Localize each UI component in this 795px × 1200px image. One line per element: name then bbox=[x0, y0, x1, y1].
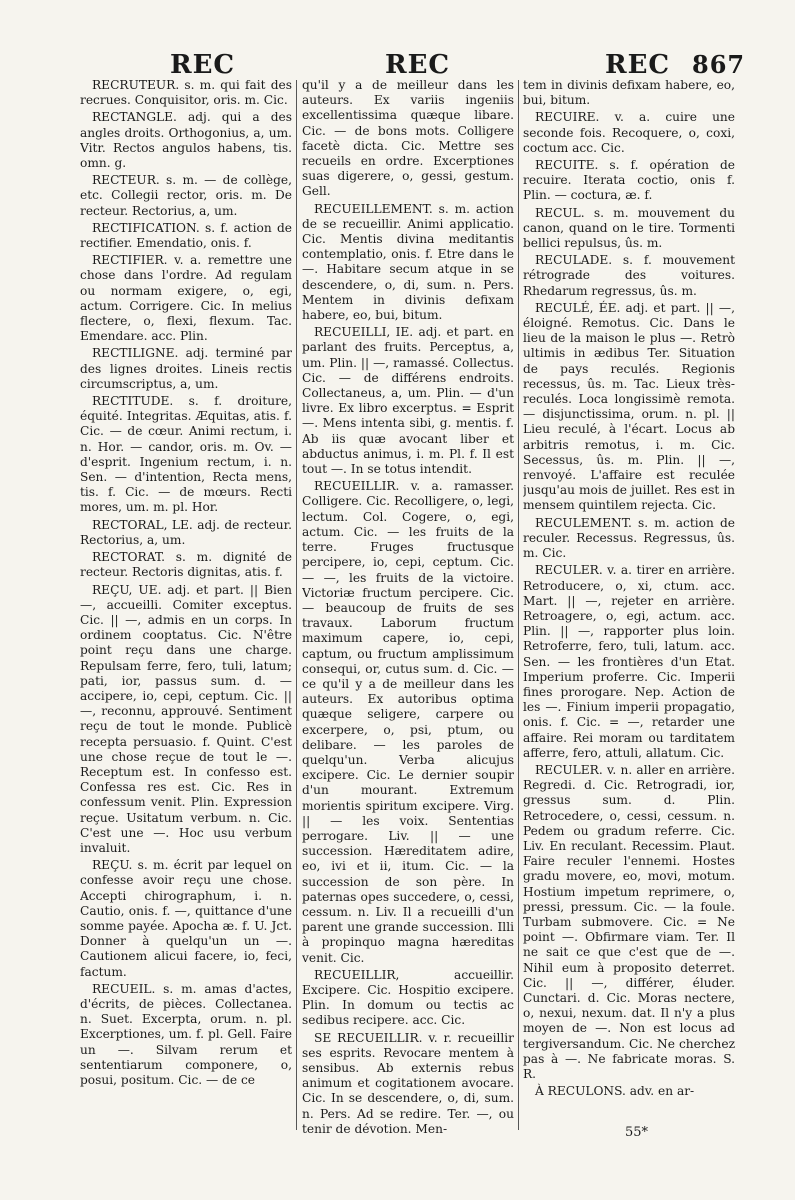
dictionary-entry: RECULER. v. a. tirer en arrière. Retroducere, o, xi, ctum. acc. Mart. || —, rejeter en arrière. Retroagere, o, egi, actum. acc. Plin. || —, rapporter plus loin. Retroferre, fero, tuli, latum. acc. Sen. — les frontières d'un Etat. Imperium proferre. Cic. Imperii fines prorogare. Nep. Action de les —. Finium imperii propagatio, onis. f. Cic. = —, retarder une affaire. Rei moram ou tarditatem afferre, fero, attuli, allatum. Cic. bbox=[523, 563, 735, 760]
dictionary-entry: REÇU. s. m. écrit par lequel on confesse avoir reçu une chose. Accepti chirographum, i. n. Cautio, onis. f. —, quittance d'une somme payée. Apocha æ. f. U. Jct. Donner à quelqu'un un —. Cautionem alicui facere, io, feci, factum. bbox=[80, 858, 292, 979]
dictionary-entry: RECTANGLE. adj. qui a des angles droits. Orthogonius, a, um. Vitr. Rectos angulos habens, tis. omn. g. bbox=[80, 110, 292, 171]
dictionary-entry: RECUEILLIR. v. a. ramasser. Colligere. Cic. Recolligere, o, legi, lectum. Col. Cogere, o, egi, actum. Cic. — les fruits de la terre. Fruges fructusque percipere, io, cepi, ceptum. Cic. — —, les fruits de la victoire. Victoriæ fructum percipere. Cic. — beaucoup de fruits de ses travaux. Laborum fructum maximum capere, io, cepi, captum, ou fructum amplissimum consequi, or, cutus sum. d. Cic. — ce qu'il y a de meilleur dans les auteurs. Ex autoribus optima quæque seligere, carpere ou excerpere, o, psi, ptum, ou delibare. — les paroles de quelqu'un. Verba alicujus excipere. Cic. Le dernier soupir d'un mourant. Extremum morientis spiritum excipere. Virg. || — les voix. Sententias perrogare. Liv. || — une succession. Hæreditatem adire, eo, ivi et ii, itum. Cic. — la succession de son père. In paternas opes succedere, o, cessi, cessum. n. Liv. Il a recueilli d'un parent une grande succession. Illi à propinquo magna hæreditas venit. Cic. bbox=[302, 479, 514, 965]
column-1 bbox=[80, 78, 292, 1140]
dictionary-entry: RECTIFIER. v. a. remettre une chose dans l'ordre. Ad regulam ou normam exigere, o, egi, actum. Corrigere. Cic. In melius flectere, o, flexi, flexum. Tac. Emendare. acc. Plin. bbox=[80, 253, 292, 344]
header-left: REC bbox=[170, 50, 236, 80]
dictionary-entry: qu'il y a de meilleur dans les auteurs. Ex variis ingeniis excellentissima quæque libare. Cic. — de bons mots. Colligere facetè dicta. Cic. Mettre ses recueils en ordre. Excerptiones suas digerere, o, gessi, gestum. Gell. bbox=[302, 78, 514, 199]
column-2 bbox=[302, 78, 514, 1140]
dictionary-entry: RECTILIGNE. adj. terminé par des lignes droites. Lineis rectis circumscriptus, a, um. bbox=[80, 346, 292, 391]
dictionary-entry: RECUEILLI, IE. adj. et part. en parlant des fruits. Perceptus, a, um. Plin. || —, ramassé. Collectus. Cic. — de différens endroits. Collectaneus, a, um. Plin. — d'un livre. Ex libro excerptus. = Esprit —. Mens intenta sibi, g. mentis. f. Ab iis quæ avocant liber et abductus animus, i. m. Pl. f. Il est tout —. In se totus intendit. bbox=[302, 325, 514, 477]
dictionary-entry: RECUEILLEMENT. s. m. action de se recueillir. Animi applicatio. Cic. Mentis divina meditantis contemplatio, onis. f. Etre dans le —. Habitare secum atque in se descendere, o, di, sum. n. Pers. Mentem in divinis defixam habere, eo, bui, bitum. bbox=[302, 201, 514, 323]
header-right: REC bbox=[605, 50, 671, 80]
printer-signature: 55* bbox=[625, 1125, 649, 1140]
dictionary-entry: REÇU, UE. adj. et part. || Bien —, accueilli. Comiter exceptus. Cic. || —, admis en un corps. In ordinem cooptatus. Cic. N'être point reçu dans une charge. Repulsam ferre, fero, tuli, latum; pati, ior, passus sum. d. — accipere, io, cepi, ceptum. Cic. || —, reconnu, approuvé. Sentiment reçu de tout le monde. Publicè recepta persuasio. f. Quint. C'est une chose reçue de tout le —. Receptum est. In confesso est. Confessa res est. Cic. Res in confessum venit. Plin. Expression reçue. Usitatum verbum. n. Cic. C'est une —. Hoc usu verbum invaluit. bbox=[80, 582, 292, 855]
dictionary-entry: RECUEIL. s. m. amas d'actes, d'écrits, de pièces. Collectanea. n. Suet. Excerpta, orum. n. pl. Excerptiones, um. f. pl. Gell. Faire un —. Silvam rerum et sententiarum componere, o, posui, positum. Cic. — de ce bbox=[80, 981, 292, 1087]
column-3 bbox=[523, 78, 735, 1140]
dictionary-entry: RECTORAT. s. m. dignité de recteur. Rectoris dignitas, atis. f. bbox=[80, 550, 292, 580]
column-divider bbox=[296, 80, 297, 1130]
dictionary-entry: SE RECUEILLIR. v. r. recueillir ses esprits. Revocare mentem à sensibus. Ab externis rebus animum et cogitationem avocare. Cic. In se descendere, o, di, sum. n. Pers. Ad se redire. Ter. —, ou tenir de dévotion. Men- bbox=[302, 1030, 514, 1136]
dictionary-entry: RECULEMENT. s. m. action de reculer. Recessus. Regressus, ûs. m. Cic. bbox=[523, 515, 735, 561]
dictionary-entry: RECULÉ, ÉE. adj. et part. || —, éloigné. Remotus. Cic. Dans le lieu de la maison le plus —. Retrò ultimis in ædibus Ter. Situation de pays reculés. Regionis recessus, ûs. m. Tac. Lieux très-reculés. Loca longissimè remota. — disjunctissima, orum. n. pl. || Lieu reculé, à l'écart. Locus ab arbitris remotus, i. m. Cic. Secessus, ûs. m. Plin. || —, renvoyé. L'affaire est reculée jusqu'au mois de juillet. Res est in mensem quintilem rejecta. Cic. bbox=[523, 300, 735, 513]
dictionary-entry: RECRUTEUR. s. m. qui fait des recrues. Conquisitor, oris. m. Cic. bbox=[80, 78, 292, 108]
dictionary-entry: RECTITUDE. s. f. droiture, équité. Integritas. Æquitas, atis. f. Cic. — de cœur. Animi rectum, i. n. Hor. — candor, oris. m. Ov. — d'esprit. Ingenium rectum, i. n. Sen. — d'intention, Recta mens, tis. f. Cic. — de mœurs. Recti mores, um. m. pl. Hor. bbox=[80, 394, 292, 515]
page-number: 867 bbox=[692, 50, 746, 79]
dictionary-entry: RECULADE. s. f. mouvement rétrograde des voitures. Rhedarum regressus, ûs. m. bbox=[523, 253, 735, 298]
dictionary-entry: tem in divinis defixam habere, eo, bui, bitum. bbox=[523, 78, 735, 108]
column-divider bbox=[518, 80, 519, 1130]
dictionary-entry: RECUITE. s. f. opération de recuire. Iterata coctio, onis f. Plin. — coctura, æ. f. bbox=[523, 158, 735, 203]
dictionary-entry: RECUL. s. m. mouvement du canon, quand on le tire. Tormenti bellici repulsus, ûs. m. bbox=[523, 205, 735, 251]
dictionary-entry: À RECULONS. adv. en ar- bbox=[535, 1084, 695, 1099]
dictionary-entry: RECTEUR. s. m. — de collège, etc. Collegii rector, oris. m. De recteur. Rectorius, a, um. bbox=[80, 173, 292, 218]
header-center: REC bbox=[385, 50, 451, 80]
dictionary-entry: RECTORAL, LE. adj. de recteur. Rectorius, a, um. bbox=[80, 517, 292, 547]
dictionary-entry: RECUEILLIR, accueillir. Excipere. Cic. Hospitio excipere. Plin. In domum ou tectis ac sedibus recipere. acc. Cic. bbox=[302, 967, 514, 1028]
dictionary-entry: RECUIRE. v. a. cuire une seconde fois. Recoquere, o, coxi, coctum acc. Cic. bbox=[523, 110, 735, 155]
dictionary-entry: RECTIFICATION. s. f. action de rectifier. Emendatio, onis. f. bbox=[80, 220, 292, 251]
dictionary-entry: RECULER. v. n. aller en arrière. Regredi. d. Cic. Retrogradi, ior, gressus sum. d. Plin. Retrocedere, o, cessi, cessum. n. Pedem ou gradum referre. Cic. Liv. En reculant. Recessim. Plaut. Faire reculer l'ennemi. Hostes gradu movere, eo, movi, motum. Hostium impetum reprimere, o, pressi, pressum. Cic. — la foule. Turbam submovere. Cic. = Ne point —. Obfirmare viam. Ter. Il ne sait ce que c'est que de —. Nihil eum à proposito deterret. Cic. || —, différer, éluder. Cunctari. d. Cic. Moras nectere, o, nexui, nexum. dat. Il n'y a plus moyen de —. Non est locus ad tergiversandum. Cic. Ne cherchez pas à —. Ne fabricate moras. S. R. bbox=[523, 762, 735, 1081]
